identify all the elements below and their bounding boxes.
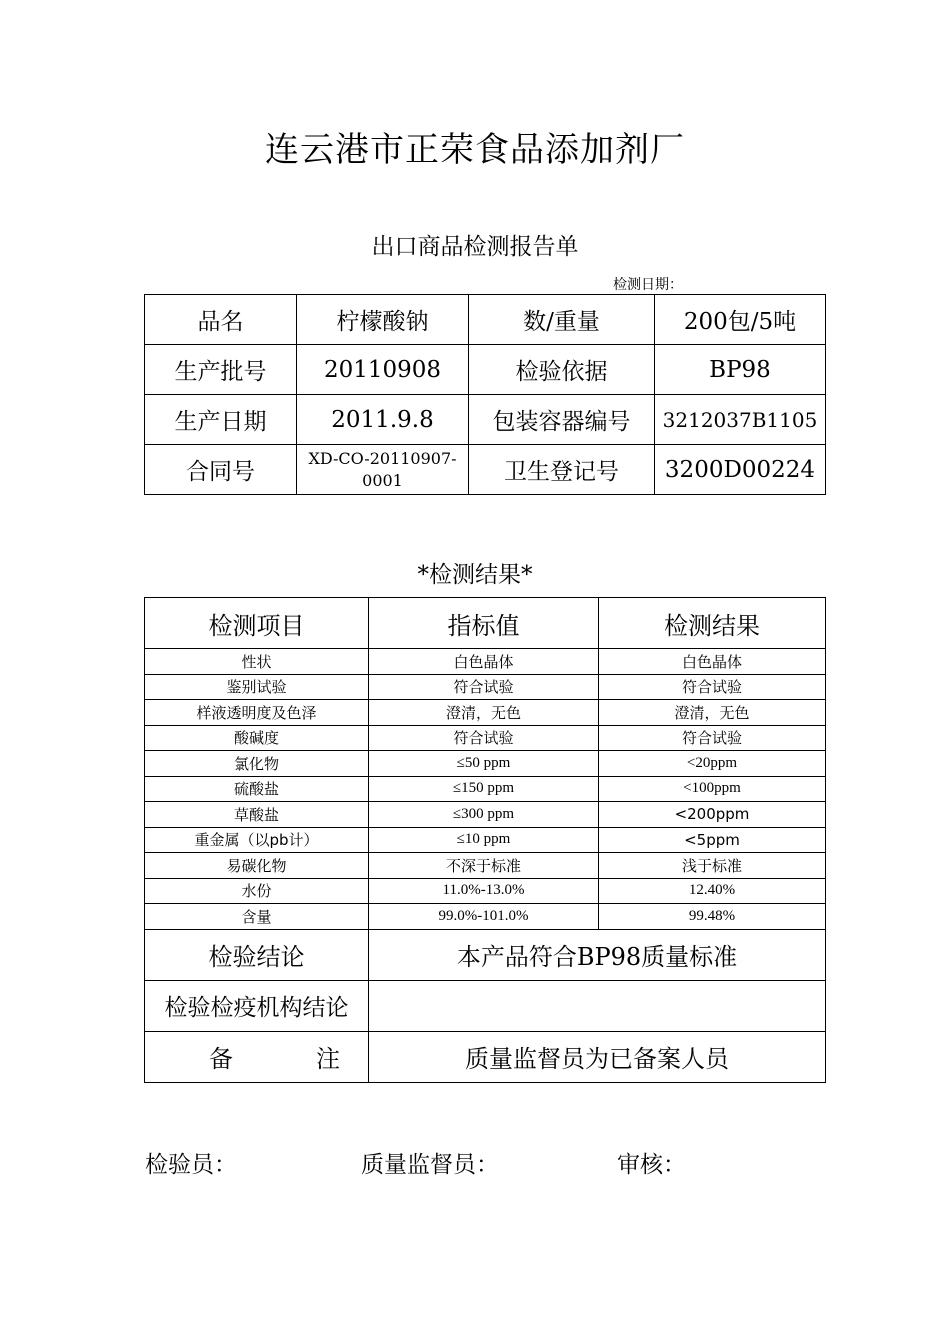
container-value: 3212037B1105: [655, 395, 826, 445]
table-row: [145, 853, 826, 879]
quantity-value: 200包/5吨: [655, 295, 826, 345]
item-cell: 水份: [145, 878, 369, 904]
spec-cell: 白色晶体: [369, 649, 599, 675]
result-cell: <5ppm: [599, 827, 826, 853]
spec-cell: 符合试验: [369, 674, 599, 700]
remark-label-char-1: 备: [209, 1045, 233, 1073]
result-cell: 白色晶体: [599, 649, 826, 675]
item-cell: 草酸盐: [145, 802, 369, 828]
column-header-result: 检测结果: [599, 598, 826, 649]
table-row: [145, 295, 826, 345]
table-row: [145, 827, 826, 853]
spec-cell: ≤300 ppm: [369, 802, 599, 828]
table-row: [145, 395, 826, 445]
result-cell: 澄清，无色: [599, 700, 826, 726]
item-cell: 样液透明度及色泽: [145, 700, 369, 726]
spec-cell: ≤10 ppm: [369, 827, 599, 853]
health-registration-label: 卫生登记号: [469, 445, 655, 495]
container-label: 包装容器编号: [469, 395, 655, 445]
item-cell: 性状: [145, 649, 369, 675]
table-header-row: [145, 598, 826, 649]
contract-label: 合同号: [145, 445, 297, 495]
remark-label-char-2: 注: [316, 1045, 340, 1073]
conclusion-row: [145, 929, 826, 980]
basis-label: 检验依据: [469, 345, 655, 395]
agency-conclusion-label: 检验检疫机构结论: [145, 980, 369, 1031]
spec-cell: ≤150 ppm: [369, 776, 599, 802]
table-row: [145, 776, 826, 802]
result-cell: <100ppm: [599, 776, 826, 802]
item-cell: 硫酸盐: [145, 776, 369, 802]
item-cell: 重金属（以pb计）: [145, 827, 369, 853]
product-info-table: [144, 294, 826, 495]
inspector-signature-label: 检验员：: [145, 1152, 237, 1178]
production-date-label: 生产日期: [145, 395, 297, 445]
product-name-value: 柠檬酸钠: [297, 295, 469, 345]
basis-value: BP98: [655, 345, 826, 395]
conclusion-value: 本产品符合BP98质量标准: [369, 929, 826, 980]
result-cell: <200ppm: [599, 802, 826, 828]
table-row: [145, 725, 826, 751]
results-heading: *检测结果*: [417, 562, 533, 588]
table-row: [145, 345, 826, 395]
item-cell: 易碳化物: [145, 853, 369, 879]
remark-value: 质量监督员为已备案人员: [369, 1031, 826, 1082]
spec-cell: 符合试验: [369, 725, 599, 751]
table-row: [145, 878, 826, 904]
reviewer-signature-label: 审核：: [617, 1152, 686, 1178]
spec-cell: 澄清，无色: [369, 700, 599, 726]
contract-value: XD-CO-20110907-0001: [297, 445, 469, 495]
spec-cell: 不深于标准: [369, 853, 599, 879]
spec-cell: ≤50 ppm: [369, 751, 599, 777]
spec-cell: 99.0%-101.0%: [369, 904, 599, 930]
table-row: [145, 904, 826, 930]
item-cell: 氯化物: [145, 751, 369, 777]
remark-row: [145, 1031, 826, 1082]
result-cell: 符合试验: [599, 725, 826, 751]
result-cell: 浅于标准: [599, 853, 826, 879]
table-row: [145, 649, 826, 675]
company-name: 连云港市正荣食品添加剂厂: [265, 130, 685, 170]
conclusion-label: 检验结论: [145, 929, 369, 980]
result-cell: 99.48%: [599, 904, 826, 930]
quantity-label: 数/重量: [469, 295, 655, 345]
table-row: [145, 802, 826, 828]
table-row: [145, 700, 826, 726]
agency-conclusion-value: [369, 980, 826, 1031]
result-cell: 12.40%: [599, 878, 826, 904]
result-cell: <20ppm: [599, 751, 826, 777]
table-row: [145, 751, 826, 777]
item-cell: 酸碱度: [145, 725, 369, 751]
batch-value: 20110908: [297, 345, 469, 395]
results-table: [144, 597, 826, 1083]
item-cell: 鉴别试验: [145, 674, 369, 700]
inspection-date-label: 检测日期：: [613, 277, 683, 293]
supervisor-signature-label: 质量监督员：: [361, 1152, 499, 1178]
health-registration-value: 3200D00224: [655, 445, 826, 495]
column-header-item: 检测项目: [145, 598, 369, 649]
production-date-value: 2011.9.8: [297, 395, 469, 445]
product-name-label: 品名: [145, 295, 297, 345]
remark-label: [145, 1031, 369, 1082]
agency-conclusion-row: [145, 980, 826, 1031]
table-row: [145, 674, 826, 700]
spec-cell: 11.0%-13.0%: [369, 878, 599, 904]
table-row: [145, 445, 826, 495]
report-title: 出口商品检测报告单: [371, 234, 579, 260]
batch-label: 生产批号: [145, 345, 297, 395]
result-cell: 符合试验: [599, 674, 826, 700]
item-cell: 含量: [145, 904, 369, 930]
column-header-spec: 指标值: [369, 598, 599, 649]
